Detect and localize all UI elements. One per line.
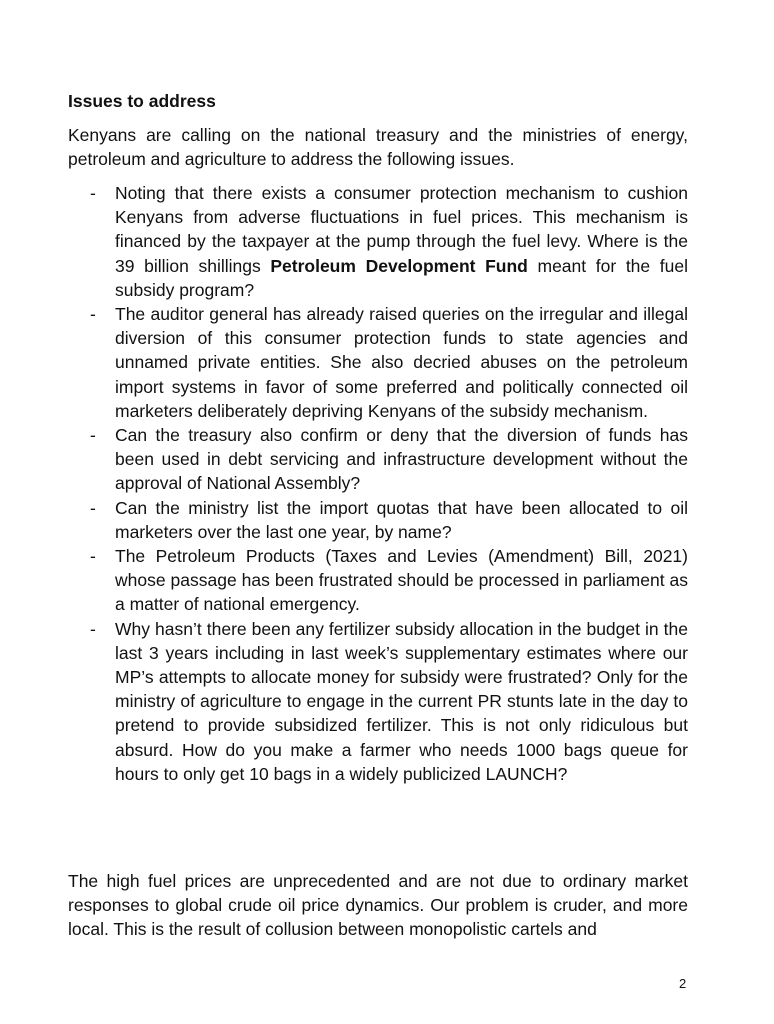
bullet-dash: -: [90, 304, 96, 325]
page-number: 2: [679, 976, 687, 991]
intro-paragraph: Kenyans are calling on the national treasury and the ministries of energy, petroleum and agriculture to address the following issues.: [68, 125, 688, 169]
list-item: [68, 423, 688, 496]
bullet-dash: -: [90, 497, 96, 518]
issue-text: meant for the fuel subsidy program?: [115, 255, 688, 300]
bullet-dash: -: [90, 618, 96, 639]
issues-list: [68, 181, 688, 786]
list-item: [68, 496, 688, 544]
bullet-dash: -: [90, 425, 96, 446]
list-item: [68, 544, 688, 617]
section-heading: Issues to address: [68, 91, 216, 111]
bullet-dash: -: [90, 546, 96, 567]
list-item: [68, 617, 688, 786]
issue-text: The auditor general has already raised queries on the irregular and illegal diversion of this consumer protection funds to state agencies and unnamed private entities. She also decried abuses on the petroleum import systems in favor of some preferred and politically connected oil marketers deliberately depriving Kenyans of the subsidy mechanism.: [115, 304, 688, 421]
issue-text: Can the ministry list the import quotas that have been allocated to oil marketers over the last one year, by name?: [115, 497, 688, 542]
issue-text: Why hasn’t there been any fertilizer subsidy allocation in the budget in the last 3 years including in last week’s supplementary estimates where our MP’s attempts to allocate money for subsidy were frustrated? Only for the ministry of agriculture to engage in the current PR stunts late in the day to pretend to provide subsidized fertilizer. This is not only ridiculous but absurd. How do you make a farmer who needs 1000 bags queue for hours to only get 10 bags in a widely publicized LAUNCH?: [115, 618, 688, 784]
issue-bold-text: Petroleum Development Fund: [270, 255, 528, 276]
issue-text: Can the treasury also confirm or deny that the diversion of funds has been used in debt servicing and infrastructure development without the approval of National Assembly?: [115, 425, 688, 494]
list-item: [68, 302, 688, 423]
closing-paragraph: The high fuel prices are unprecedented and are not due to ordinary market responses to global crude oil price dynamics. Our problem is cruder, and more local. This is the result of collusion between monopolistic cartels and: [68, 871, 688, 940]
bullet-dash: -: [90, 183, 96, 203]
list-item: [68, 181, 688, 302]
issue-text: Noting that there exists a consumer protection mechanism to cushion Kenyans from adverse fluctuations in fuel prices. This mechanism is financed by the taxpayer at the pump through the fuel levy. Where is the 39 billion shillings: [115, 183, 688, 276]
issue-text: The Petroleum Products (Taxes and Levies (Amendment) Bill, 2021) whose passage has been frustrated should be processed in parliament as a matter of national emergency.: [115, 546, 688, 615]
